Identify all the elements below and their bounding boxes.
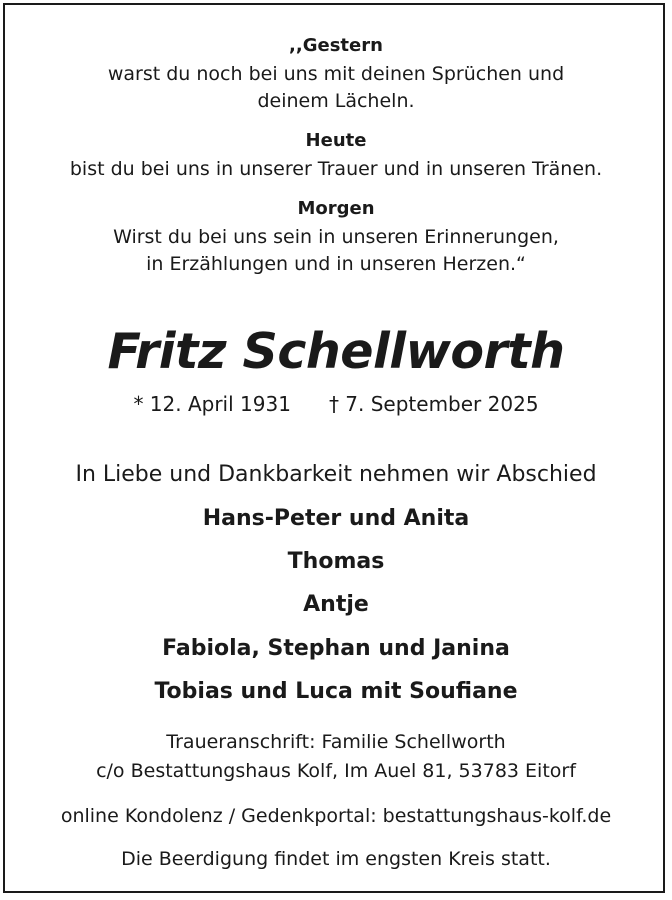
poem-morgen-line1: Wirst du bei uns sein in unseren Erinnerungen,: [113, 226, 559, 248]
mourner-name: Fabiola, Stephan und Janina: [162, 636, 510, 661]
birth-date: * 12. April 1931: [133, 392, 291, 416]
mourning-address-line2: c/o Bestattungshaus Kolf, Im Auel 81, 53783 Eitorf: [96, 760, 576, 782]
poem-heute-line1: bist du bei uns in unserer Trauer und in unseren Tränen.: [69, 158, 603, 180]
deceased-name: Fritz Schellworth: [107, 323, 565, 380]
condolence-portal: online Kondolenz / Gedenkportal: bestattungshaus-kolf.de: [60, 805, 612, 827]
mourning-address-line1: Traueranschrift: Familie Schellworth: [166, 731, 506, 753]
life-dates: [0, 392, 672, 416]
poem-gestern-line1: warst du noch bei uns mit deinen Sprüchen und: [107, 63, 565, 85]
farewell-intro: In Liebe und Dankbarkeit nehmen wir Abschied: [75, 462, 597, 487]
mourner-name: Thomas: [287, 549, 385, 574]
poem-morgen-line2: in Erzählungen und in unseren Herzen.“: [146, 253, 526, 275]
mourner-name: Antje: [303, 592, 369, 617]
death-date: † 7. September 2025: [328, 392, 539, 416]
poem-heute-heading: Heute: [305, 130, 367, 151]
mourner-name: Tobias und Luca mit Soufiane: [154, 679, 518, 704]
mourner-name: Hans-Peter und Anita: [202, 506, 470, 531]
poem-morgen-heading: Morgen: [297, 198, 375, 219]
poem-gestern-heading: ,,Gestern: [289, 35, 383, 56]
poem-gestern-line2: deinem Lächeln.: [257, 90, 415, 112]
funeral-note: Die Beerdigung findet im engsten Kreis statt.: [121, 848, 551, 870]
